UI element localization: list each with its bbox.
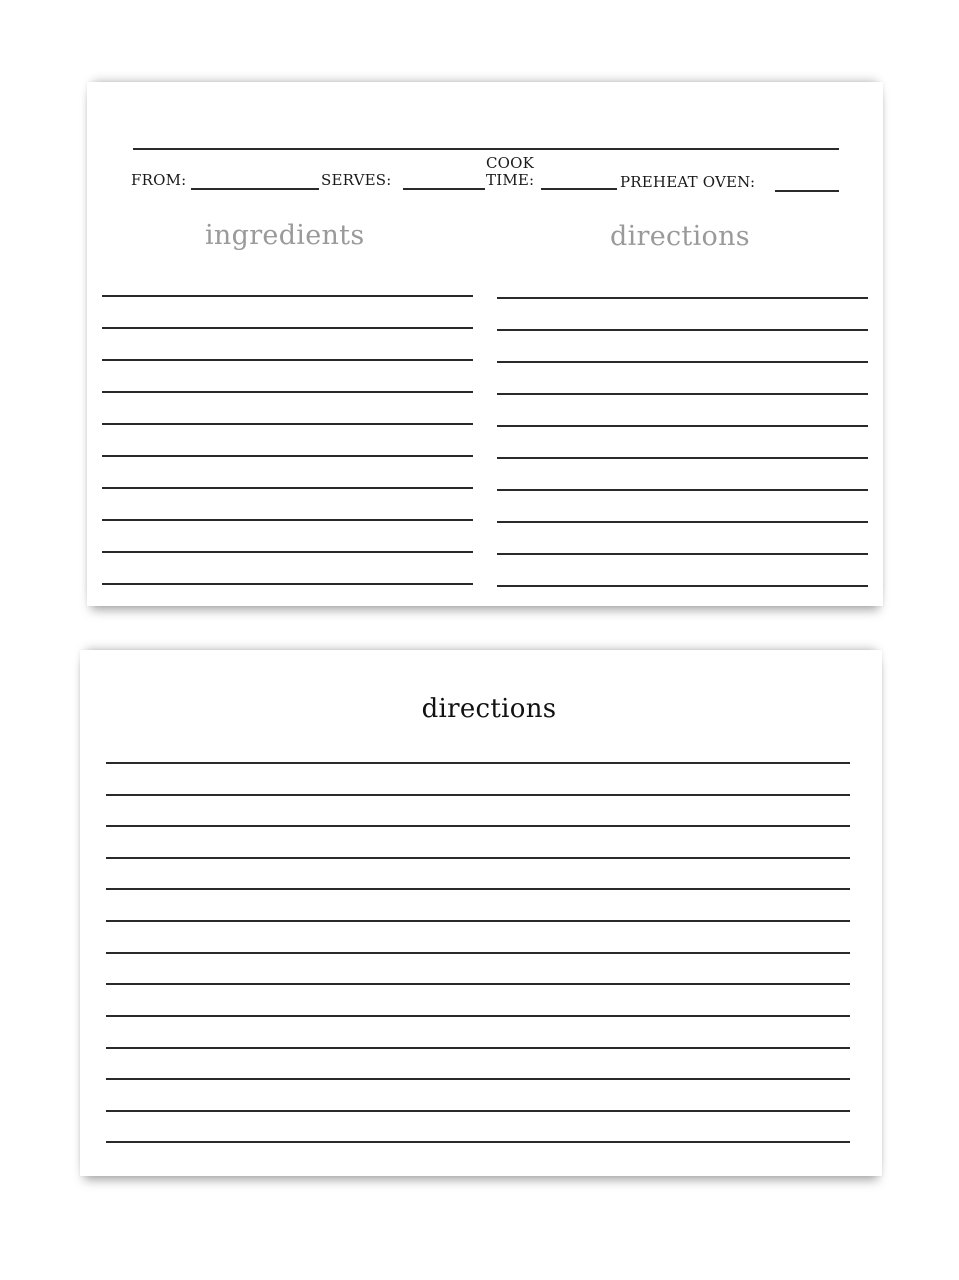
direction-line[interactable] bbox=[106, 1078, 850, 1080]
cook-time-label: TIME: bbox=[486, 171, 535, 189]
recipe-info-fields bbox=[131, 154, 843, 194]
direction-line[interactable] bbox=[497, 585, 868, 587]
direction-line[interactable] bbox=[497, 297, 868, 299]
ingredient-line[interactable] bbox=[102, 455, 473, 457]
direction-line[interactable] bbox=[497, 425, 868, 427]
ingredient-line[interactable] bbox=[102, 423, 473, 425]
ingredient-line[interactable] bbox=[102, 391, 473, 393]
direction-line[interactable] bbox=[497, 553, 868, 555]
ingredient-line[interactable] bbox=[102, 359, 473, 361]
direction-line[interactable] bbox=[106, 1110, 850, 1112]
serves-field-line[interactable] bbox=[403, 188, 485, 190]
directions-heading: directions bbox=[610, 221, 750, 252]
direction-line[interactable] bbox=[106, 794, 850, 796]
direction-line[interactable] bbox=[106, 1015, 850, 1017]
direction-line[interactable] bbox=[497, 457, 868, 459]
direction-line[interactable] bbox=[106, 857, 850, 859]
from-label: FROM: bbox=[131, 171, 187, 189]
direction-line[interactable] bbox=[106, 920, 850, 922]
direction-line[interactable] bbox=[497, 393, 868, 395]
ingredient-line[interactable] bbox=[102, 295, 473, 297]
ingredients-heading: ingredients bbox=[205, 220, 365, 251]
back-directions-lines bbox=[106, 762, 850, 1146]
ingredient-line[interactable] bbox=[102, 519, 473, 521]
direction-line[interactable] bbox=[106, 762, 850, 764]
serves-label: SERVES: bbox=[321, 171, 392, 189]
preheat-oven-label: PREHEAT OVEN: bbox=[620, 173, 756, 191]
direction-line[interactable] bbox=[497, 329, 868, 331]
recipe-card-front bbox=[87, 82, 883, 606]
direction-line[interactable] bbox=[106, 952, 850, 954]
direction-line[interactable] bbox=[106, 1141, 850, 1143]
ingredient-line[interactable] bbox=[102, 487, 473, 489]
cook-time-field-line[interactable] bbox=[541, 188, 617, 190]
ingredient-line[interactable] bbox=[102, 551, 473, 553]
recipe-card-back bbox=[80, 650, 882, 1176]
direction-line[interactable] bbox=[106, 1047, 850, 1049]
ingredients-lines bbox=[102, 295, 473, 587]
directions-lines bbox=[497, 297, 868, 589]
ingredient-line[interactable] bbox=[102, 583, 473, 585]
direction-line[interactable] bbox=[497, 521, 868, 523]
recipe-title-line[interactable] bbox=[133, 148, 839, 150]
direction-line[interactable] bbox=[106, 983, 850, 985]
ingredient-line[interactable] bbox=[102, 327, 473, 329]
cook-label-top: COOK bbox=[486, 154, 535, 172]
direction-line[interactable] bbox=[497, 361, 868, 363]
direction-line[interactable] bbox=[106, 888, 850, 890]
direction-line[interactable] bbox=[106, 825, 850, 827]
back-directions-heading: directions bbox=[421, 694, 557, 724]
direction-line[interactable] bbox=[497, 489, 868, 491]
preheat-oven-field-line[interactable] bbox=[775, 190, 839, 192]
from-field-line[interactable] bbox=[191, 188, 319, 190]
